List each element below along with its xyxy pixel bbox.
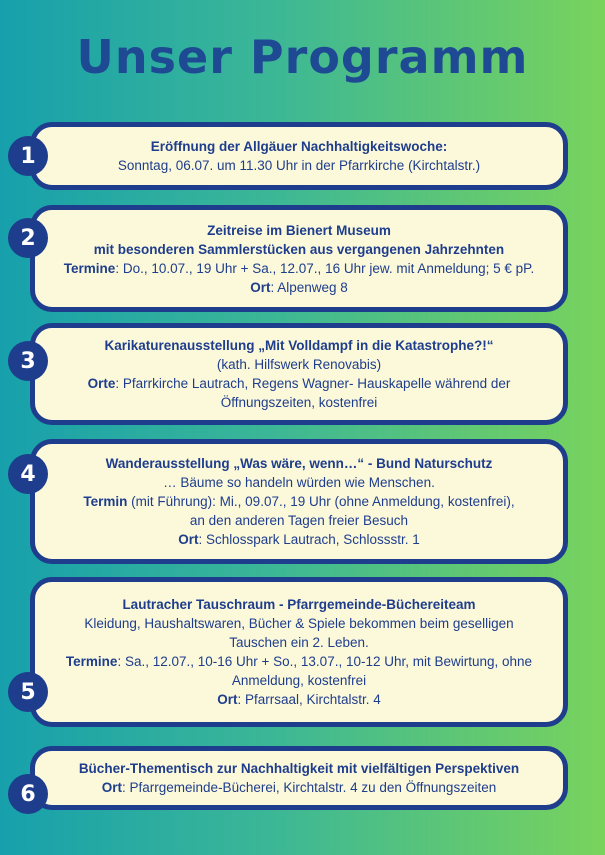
event-description-cont: Tauschen ein 2. Leben. [229, 635, 369, 650]
termine-label: Termine [65, 654, 118, 669]
event-subheading: mit besonderen Sammlerstücken aus vergangenen Jahrzehnten [93, 241, 505, 257]
event-subtitle: (kath. Hilfswerk Renovabis) [216, 357, 382, 372]
event-card-4 [30, 439, 568, 564]
event-heading: Lautracher Tauschraum - Pfarrgemeinde-Büchereiteam [122, 597, 476, 612]
event-location [178, 530, 420, 549]
event-location [217, 690, 381, 709]
event-heading: Karikaturenausstellung „Mit Volldampf in die Katastrophe?!“ [104, 338, 494, 353]
event-heading: Bücher-Thementisch zur Nachhaltigkeit mit vielfältigen Perspektiven [78, 761, 520, 776]
ort-text: : Alpenweg 8 [270, 279, 348, 295]
event-info: Öffnungszeiten, kostenfrei [220, 395, 378, 410]
ort-text: : Schlosspark Lautrach, Schlossstr. 1 [198, 532, 420, 547]
termine-label: Termine [63, 260, 116, 276]
event-number-badge-1: 1 [8, 136, 48, 176]
event-card-5 [30, 577, 568, 727]
event-info: an den anderen Tagen freier Besuch [189, 513, 409, 528]
event-card-3 [30, 323, 568, 425]
event-number-badge-5: 5 [8, 672, 48, 712]
termin-label: Termin [83, 494, 128, 509]
event-heading: Eröffnung der Allgäuer Nachhaltigkeitswoche: [150, 139, 448, 154]
event-heading: Wanderausstellung „Was wäre, wenn…“ - Bund Naturschutz [105, 456, 493, 471]
termin-text: (mit Führung): Mi., 09.07., 19 Uhr (ohne Anmeldung, kostenfrei), [127, 494, 515, 509]
event-dates [64, 259, 534, 278]
event-number-badge-6: 6 [8, 774, 48, 814]
ort-label: Ort [101, 780, 123, 795]
page-title: Unser Programm [76, 30, 529, 84]
event-dates [83, 492, 514, 511]
event-card-2 [30, 205, 568, 312]
ort-text: : Pfarrsaal, Kirchtalstr. 4 [237, 692, 381, 707]
ort-label: Ort [217, 692, 238, 707]
event-subtitle: … Bäume so handeln würden wie Menschen. [163, 475, 435, 490]
event-location [102, 778, 496, 797]
ort-text: : Pfarrgemeinde-Bücherei, Kirchtalstr. 4 zu den Öffnungszeiten [122, 780, 497, 795]
event-card-6 [30, 746, 568, 810]
orte-label: Orte [87, 376, 116, 391]
event-heading: Zeitreise im Bienert Museum [207, 222, 391, 238]
event-description: Kleidung, Haushaltswaren, Bücher & Spiele bekommen beim geselligen [84, 616, 514, 631]
event-info: Anmeldung, kostenfrei [231, 673, 367, 688]
event-card-1 [30, 122, 568, 190]
termine-text: : Sa., 12.07., 10-16 Uhr + So., 13.07., 10-12 Uhr, mit Bewirtung, ohne [117, 654, 533, 669]
event-number-badge-4: 4 [8, 454, 48, 494]
event-date: Sonntag, 06.07. um 11.30 Uhr in der Pfarrkirche (Kirchtalstr.) [117, 158, 481, 173]
event-location [250, 278, 348, 297]
event-number-badge-2: 2 [8, 218, 48, 258]
termine-text: : Do., 10.07., 19 Uhr + Sa., 12.07., 16 Uhr jew. mit Anmeldung; 5 € pP. [115, 260, 535, 276]
event-number-badge-3: 3 [8, 341, 48, 381]
orte-text: : Pfarrkirche Lautrach, Regens Wagner- Hauskapelle während der [115, 376, 511, 391]
event-locations [88, 374, 511, 393]
event-dates [66, 652, 532, 671]
ort-label: Ort [250, 279, 271, 295]
ort-label: Ort [178, 532, 199, 547]
